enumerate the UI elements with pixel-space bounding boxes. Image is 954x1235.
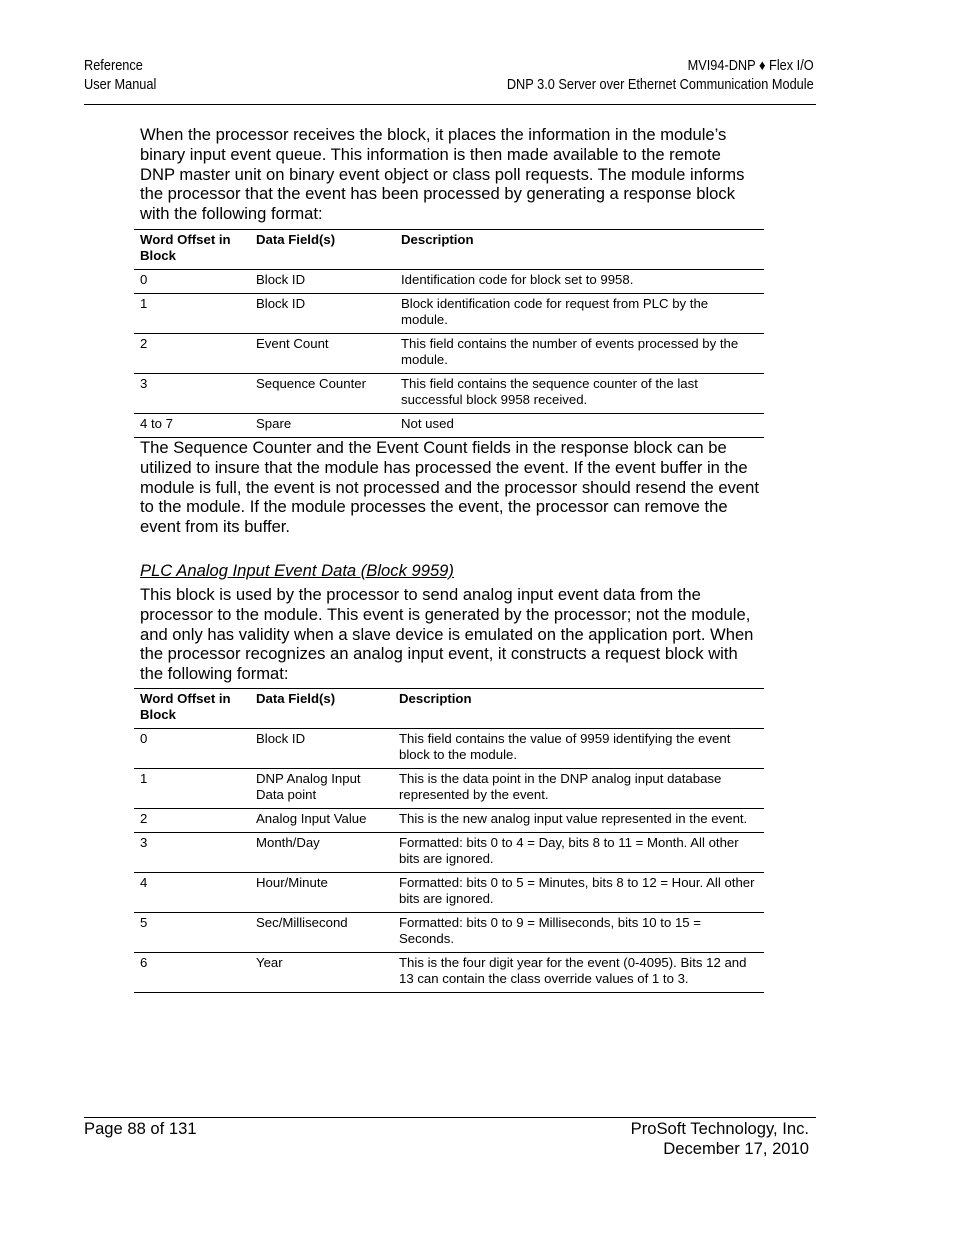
cell-offset: 1 [140, 771, 148, 786]
table-row [134, 334, 764, 374]
company-name: ProSoft Technology, Inc. [630, 1119, 809, 1138]
section-subheading: PLC Analog Input Event Data (Block 9959) [140, 561, 454, 580]
intro-paragraph: When the processor receives the block, it places the information in the module’s binary input event queue. This information is then made available to the remote DNP master unit on binary event object or class poll requests. The module informs the processor that the event has been processed by generating a response block with the following format: [140, 125, 745, 224]
cell-offset: 6 [140, 955, 148, 970]
table-row [134, 729, 764, 769]
cell-description: This is the new analog input value represented in the event. [399, 811, 748, 826]
cell-description: Formatted: bits 0 to 4 = Day, bits 8 to 11 = Month. All other bits are ignored. [399, 835, 739, 866]
table-row [134, 913, 764, 953]
cell-field: DNP Analog Input Data point [256, 771, 361, 802]
response-block-table [134, 229, 764, 438]
table-row [134, 374, 764, 414]
table-row [134, 294, 764, 334]
cell-field: Month/Day [256, 835, 320, 850]
cell-field: Event Count [256, 336, 329, 351]
header-right [507, 57, 814, 95]
footer-divider [84, 1117, 816, 1118]
cell-offset: 4 [140, 875, 148, 890]
column-header-offset: Word Offset in Block [140, 232, 231, 263]
cell-description: This field contains the number of events processed by the module. [401, 336, 739, 367]
cell-description: Not used [401, 416, 454, 431]
table-row [134, 833, 764, 873]
cell-description: This is the four digit year for the event (0-4095). Bits 12 and 13 can contain the class override values of 1 to 3. [399, 955, 747, 986]
cell-description: This is the data point in the DNP analog input database represented by the event. [399, 771, 722, 802]
cell-offset: 4 to 7 [140, 416, 173, 431]
header-product-description: DNP 3.0 Server over Ethernet Communication Module [507, 77, 814, 93]
header-left [84, 57, 156, 95]
column-header-offset: Word Offset in Block [140, 691, 231, 722]
cell-offset: 3 [140, 835, 148, 850]
column-header-field: Data Field(s) [256, 232, 336, 247]
table-header-row [134, 689, 764, 729]
cell-description: This field contains the sequence counter of the last successful block 9958 received. [401, 376, 698, 407]
cell-field: Sec/Millisecond [256, 915, 348, 930]
cell-description: Formatted: bits 0 to 5 = Minutes, bits 8 to 12 = Hour. All other bits are ignored. [399, 875, 755, 906]
cell-field: Hour/Minute [256, 875, 328, 890]
header-divider [84, 104, 816, 105]
cell-description: Formatted: bits 0 to 9 = Milliseconds, bits 10 to 15 = Seconds. [399, 915, 701, 946]
cell-field: Analog Input Value [256, 811, 367, 826]
cell-field: Sequence Counter [256, 376, 366, 391]
request-block-table [134, 688, 764, 993]
publication-date: December 17, 2010 [663, 1139, 809, 1158]
table-row [134, 414, 764, 438]
cell-offset: 2 [140, 811, 148, 826]
table-row [134, 769, 764, 809]
column-header-field: Data Field(s) [256, 691, 336, 706]
cell-offset: 3 [140, 376, 148, 391]
page-number: Page 88 of 131 [84, 1119, 197, 1138]
column-header-description: Description [401, 232, 474, 247]
table-row [134, 953, 764, 993]
cell-field: Block ID [256, 296, 306, 311]
block-description-paragraph: This block is used by the processor to send analog input event data from the processor to the module. This event is generated by the processor; not the module, and only has validity when a slave device is emulated on the application port. When the processor recognizes an analog input event, it constructs a request block with the following format: [140, 585, 754, 684]
table-row [134, 873, 764, 913]
cell-offset: 1 [140, 296, 148, 311]
header-section: Reference [84, 58, 143, 74]
column-header-description: Description [399, 691, 472, 706]
cell-field: Block ID [256, 272, 306, 287]
cell-offset: 5 [140, 915, 148, 930]
cell-offset: 0 [140, 272, 148, 287]
header-manual-type: User Manual [84, 77, 157, 93]
sequence-counter-paragraph: The Sequence Counter and the Event Count fields in the response block can be utilized to insure that the module has processed the event. If the event buffer in the module is full, the event is not processed and the processor should resend the event to the module. If the module processes the event, the processor can remove the event from its buffer. [140, 438, 759, 537]
footer-right [631, 1119, 809, 1159]
cell-description: Block identification code for request from PLC by the module. [401, 296, 709, 327]
cell-field: Spare [256, 416, 292, 431]
table-row [134, 809, 764, 833]
cell-field: Year [256, 955, 283, 970]
cell-description: This field contains the value of 9959 identifying the event block to the module. [399, 731, 731, 762]
table-header-row [134, 230, 764, 270]
header-product: MVI94-DNP ♦ Flex I/O [687, 58, 814, 74]
cell-field: Block ID [256, 731, 306, 746]
cell-offset: 0 [140, 731, 148, 746]
table-row [134, 270, 764, 294]
cell-description: Identification code for block set to 9958. [401, 272, 634, 287]
cell-offset: 2 [140, 336, 148, 351]
